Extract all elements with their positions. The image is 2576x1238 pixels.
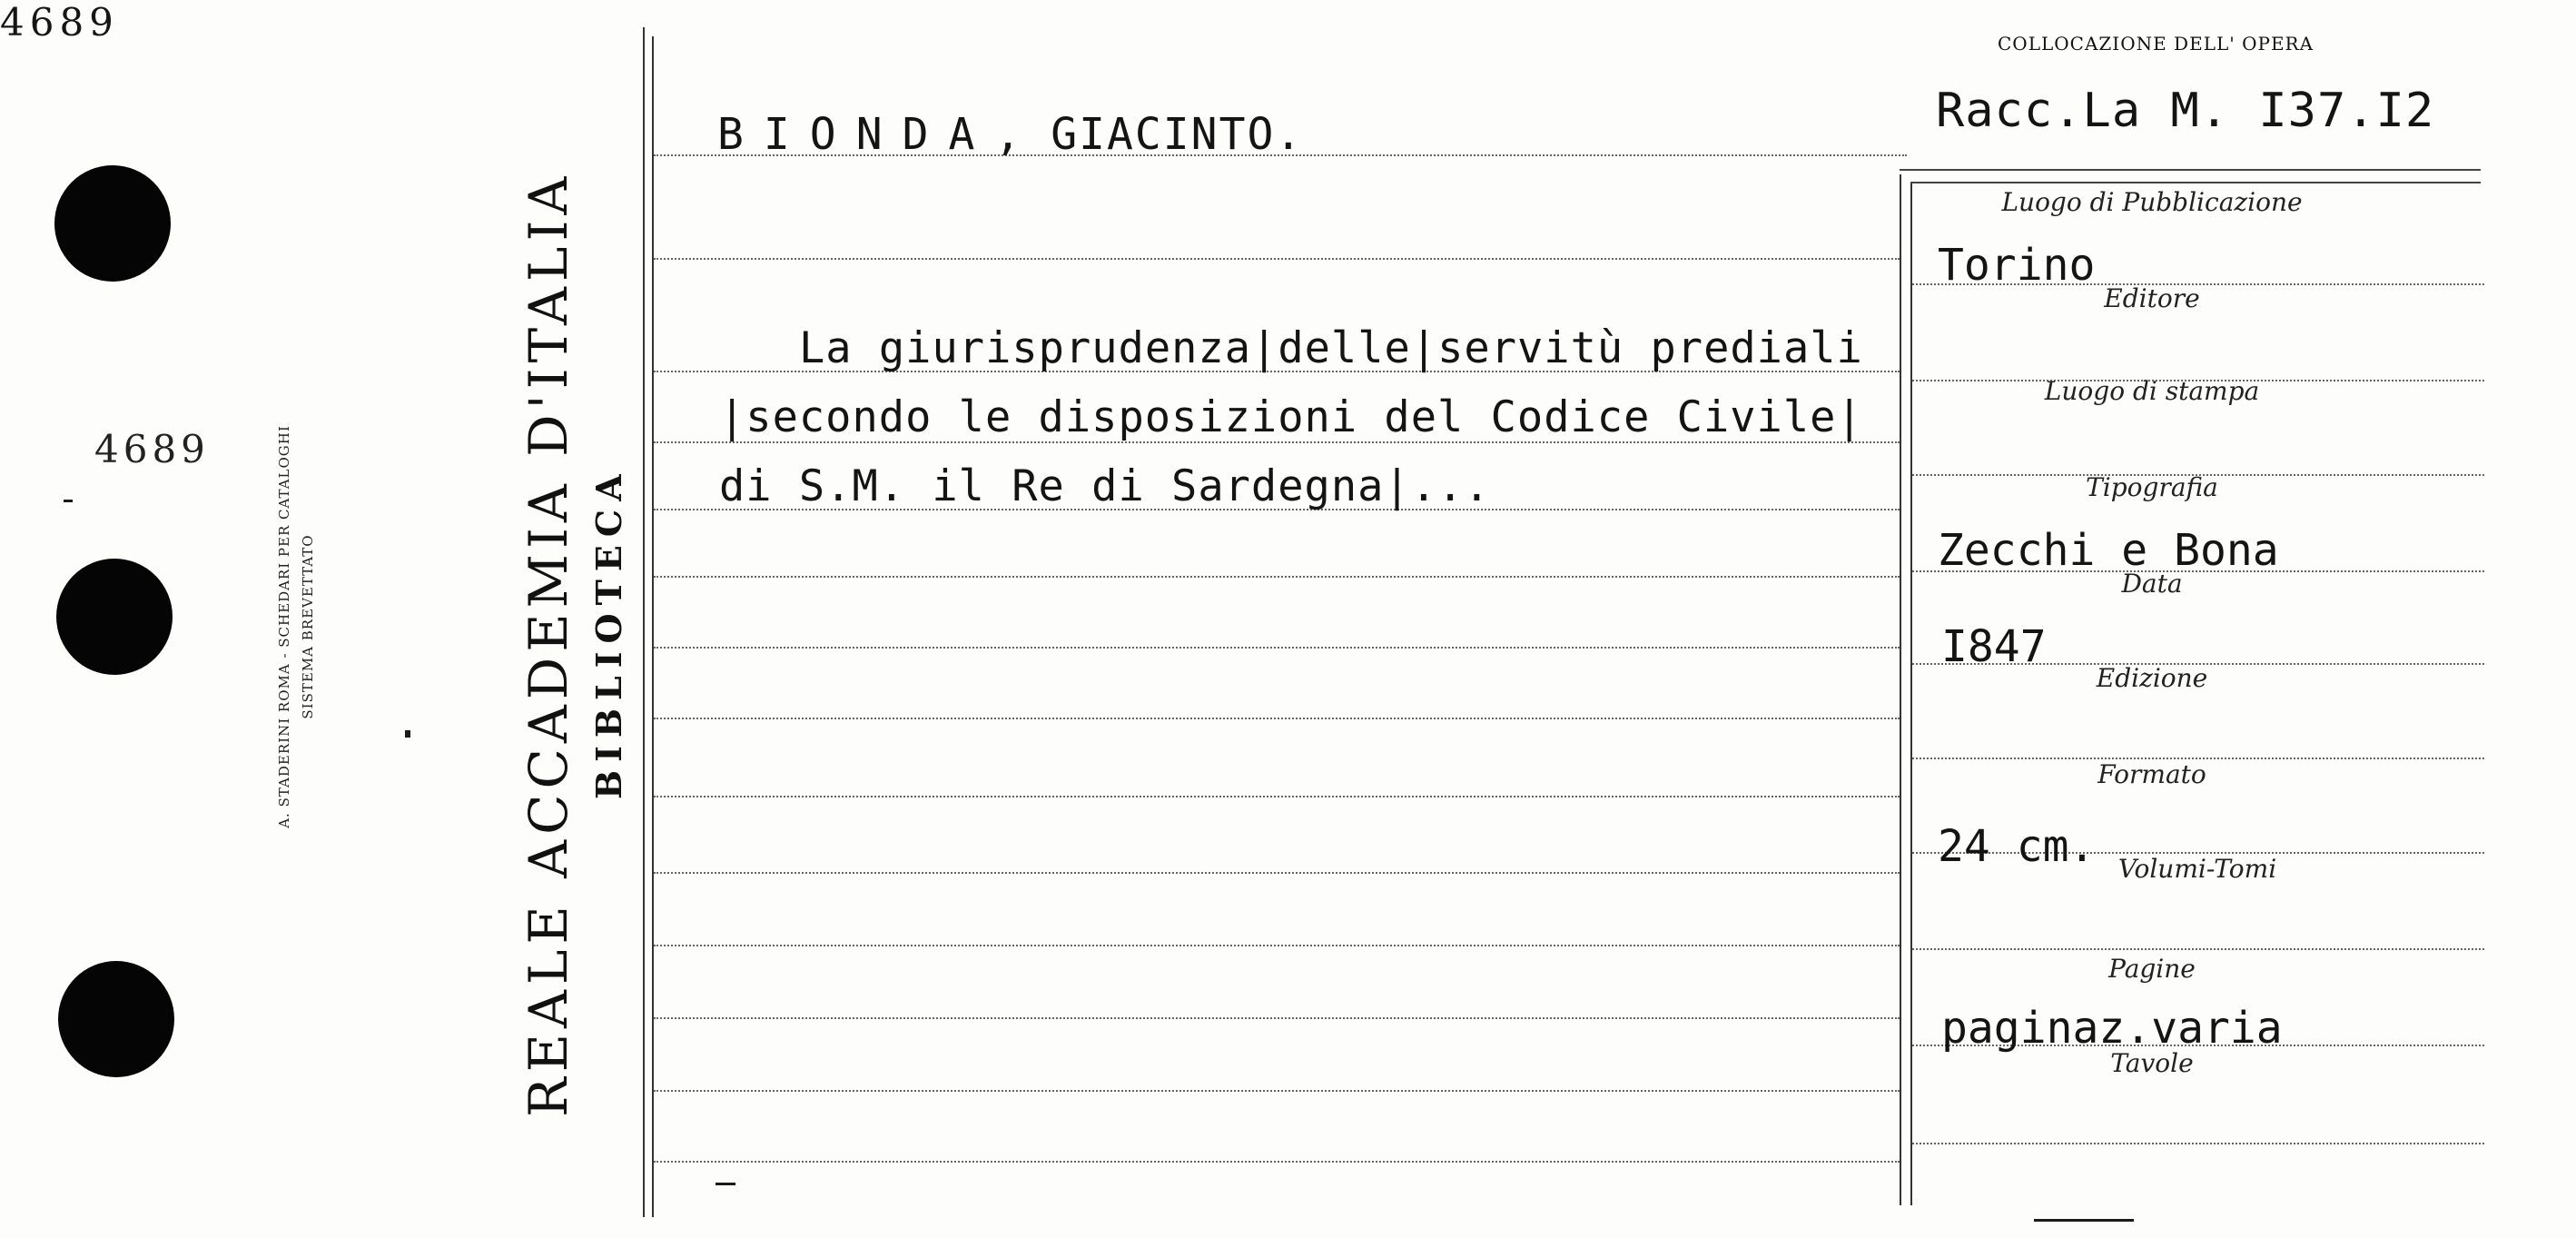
luogo-pubblicazione-label: Luogo di Pubblicazione [2001, 187, 2303, 217]
ruled-line [654, 1017, 1900, 1019]
right-column-top-rule [1900, 169, 2481, 171]
edizione-label: Edizione [2096, 663, 2208, 693]
ruled-line [654, 576, 1900, 578]
editore-label: Editore [2104, 283, 2200, 313]
speck [64, 500, 73, 502]
ruled-line [654, 1090, 1900, 1092]
tipografia-label: Tipografia [2086, 472, 2218, 502]
ruled-line [654, 945, 1900, 946]
speck [405, 730, 410, 738]
pagine-label: Pagine [2108, 954, 2196, 984]
punch-hole-top [54, 165, 171, 282]
ruled-line [654, 1161, 1900, 1163]
right-column-top-rule-2 [1910, 182, 2481, 183]
title-line-3: di S.M. il Re di Sardegna|... [719, 461, 1491, 511]
author-forename: , GIACINTO. [994, 109, 1304, 160]
institution-name: REALE ACCADEMIA D'ITALIA [518, 171, 579, 1117]
printer-imprint [272, 336, 320, 917]
punch-hole-bottom [58, 961, 174, 1077]
ruled-line [654, 872, 1900, 874]
stub-divider-inner [652, 36, 654, 1217]
volumi-tomi-label: Volumi-Tomi [2117, 854, 2277, 884]
author-surname: BIONDA [717, 109, 995, 160]
ruled-line [654, 796, 1900, 797]
stub-number: 4689 [94, 427, 210, 471]
tavole-label: Tavole [2110, 1048, 2194, 1078]
punch-hole-middle [56, 559, 173, 675]
luogo-pubblicazione-value: Torino [1938, 240, 2096, 291]
stub-divider [643, 27, 645, 1217]
field-line [1912, 948, 2484, 950]
title-line-1: La giurisprudenza|delle|servitù prediali [799, 323, 1863, 373]
location-heading: COLLOCAZIONE DELL' OPERA [1998, 33, 2314, 54]
pagine-value: paginaz.varia [1941, 1003, 2283, 1054]
formato-label: Formato [2097, 759, 2206, 789]
data-value: I847 [1941, 621, 2047, 672]
right-column-divider [1900, 174, 1901, 1205]
printer-line-2: SISTEMA BREVETTATO [300, 534, 316, 719]
ruled-line [654, 718, 1900, 719]
speck [2034, 1219, 2134, 1222]
title-line-2: |secondo le disposizioni del Codice Civile| [719, 392, 1863, 442]
shelfmark: Racc.La M. I37.I2 [1936, 84, 2435, 138]
department-name: BIBLIOTECA [588, 466, 629, 799]
formato-value: 24 cm. [1938, 821, 2096, 872]
ruled-line [654, 647, 1900, 649]
speck [716, 1183, 735, 1185]
tipografia-value: Zecchi e Bona [1938, 525, 2279, 576]
luogo-stampa-label: Luogo di stampa [2044, 376, 2260, 406]
author-heading [717, 109, 1303, 160]
data-label: Data [2121, 569, 2183, 599]
field-line [1912, 1143, 2484, 1144]
printer-line-1: A. STADERINI ROMA - SCHEDARI PER CATALOGHI [276, 425, 292, 828]
ruled-line [654, 258, 1900, 260]
accession-number: 4689 [0, 0, 119, 45]
right-column-divider-inner [1910, 183, 1912, 1205]
